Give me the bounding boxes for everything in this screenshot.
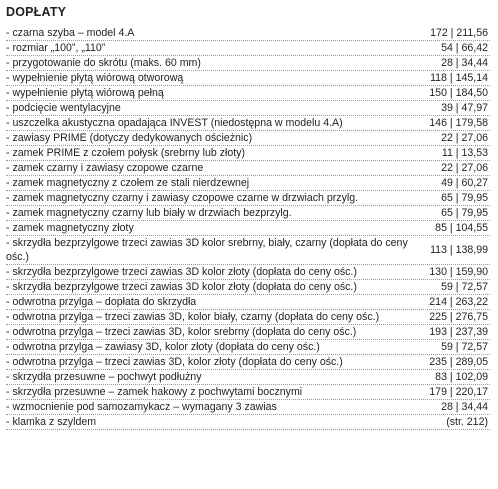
price-row [6,116,490,131]
row-label: - zamek PRIME z czołem połysk (srebrny lub złoty) [6,147,246,159]
price-row [6,71,490,86]
row-label: - odwrotna przylga – zawiasy 3D, kolor złoty (dopłata do ceny ośc.) [6,341,320,353]
price-row [6,265,490,280]
price-row [6,295,490,310]
price-row [6,191,490,206]
row-price: 22 | 27,06 [441,162,488,174]
row-price: 59 | 72,57 [441,341,488,353]
row-label: - uszczelka akustyczna opadająca INVEST (niedostępna w modelu 4.A) [6,117,343,129]
row-label: - odwrotna przylga – trzeci zawias 3D, kolor złoty (dopłata do ceny ośc.) [6,356,343,368]
surcharge-list [6,26,490,430]
row-price: 214 | 263,22 [429,296,488,308]
row-price: 118 | 145,14 [430,72,488,84]
row-price: 150 | 184,50 [429,87,488,99]
row-label: - przygotowanie do skrótu (maks. 60 mm) [6,57,201,69]
price-row [6,400,490,415]
row-label: - wzmocnienie pod samozamykacz – wymagany 3 zawias [6,401,277,413]
price-row [6,236,490,265]
row-label: - skrzydła bezprzylgowe trzeci zawias 3D kolor srebrny, biały, czarny (dopłata do ceny ośc.) [6,237,408,263]
row-price: 172 | 211,56 [430,27,488,39]
price-row [6,131,490,146]
price-row [6,280,490,295]
price-row [6,41,490,56]
row-label: - odwrotna przylga – trzeci zawias 3D, kolor biały, czarny (dopłata do ceny ośc.) [6,311,380,323]
price-row [6,101,490,116]
row-label: - czarna szyba – model 4.A [6,27,135,39]
row-label: - skrzydła bezprzylgowe trzeci zawias 3D kolor złoty (dopłata do ceny ośc.) [6,281,357,293]
row-price: 22 | 27,06 [441,132,488,144]
row-label: - zamek magnetyczny czarny lub biały w drzwiach bezprzylg. [6,207,292,219]
price-row [6,221,490,236]
row-label: - odwrotna przylga – trzeci zawias 3D, kolor srebrny (dopłata do ceny ośc.) [6,326,357,338]
price-row [6,146,490,161]
row-label: - skrzydła bezprzylgowe trzeci zawias 3D kolor złoty (dopłata do ceny ośc.) [6,266,357,278]
row-label: - zamek czarny i zawiasy czopowe czarne [6,162,204,174]
price-row [6,161,490,176]
price-row [6,415,490,430]
price-row [6,355,490,370]
row-label: - zamek magnetyczny z czołem ze stali nierdzewnej [6,177,250,189]
row-label: - skrzydła przesuwne – zamek hakowy z pochwytami bocznymi [6,386,303,398]
row-price: 130 | 159,90 [429,266,488,278]
row-label: - odwrotna przylga – dopłata do skrzydła [6,296,197,308]
row-price: 113 | 138,99 [430,244,488,256]
row-label: - zamek magnetyczny złoty [6,222,134,234]
row-price: 85 | 104,55 [435,222,488,234]
row-price: 235 | 289,05 [429,356,488,368]
price-row [6,340,490,355]
price-row [6,370,490,385]
row-price: 28 | 34,44 [441,401,488,413]
row-price: 39 | 47,97 [441,102,488,114]
row-price: 65 | 79,95 [441,192,488,204]
row-label: - klamka z szyldem [6,416,97,428]
section-title: DOPŁATY [6,5,67,19]
row-label: - zawiasy PRIME (dotyczy dedykowanych ościeżnic) [6,132,253,144]
row-price: (str. 212) [446,416,488,428]
price-row [6,86,490,101]
price-row [6,206,490,221]
row-label: - rozmiar „100”, „110” [6,42,106,54]
row-price: 225 | 276,75 [429,311,488,323]
price-row [6,310,490,325]
row-price: 83 | 102,09 [435,371,488,383]
price-row [6,385,490,400]
row-label: - wypełnienie płytą wiórową pełną [6,87,164,99]
price-row [6,26,490,41]
row-price: 179 | 220,17 [429,386,488,398]
row-price: 11 | 13,53 [441,147,488,159]
row-price: 146 | 179,58 [429,117,488,129]
price-row [6,56,490,71]
row-price: 193 | 237,39 [429,326,488,338]
row-price: 59 | 72,57 [441,281,488,293]
row-label: - wypełnienie płytą wiórową otworową [6,72,184,84]
row-price: 28 | 34,44 [441,57,488,69]
row-label: - podcięcie wentylacyjne [6,102,121,114]
row-price: 54 | 66,42 [441,42,488,54]
row-label: - skrzydła przesuwne – pochwyt podłużny [6,371,202,383]
row-price: 65 | 79,95 [441,207,488,219]
price-row [6,325,490,340]
row-label: - zamek magnetyczny czarny i zawiasy czopowe czarne w drzwiach przylg. [6,192,359,204]
row-price: 49 | 60,27 [441,177,488,189]
price-row [6,176,490,191]
